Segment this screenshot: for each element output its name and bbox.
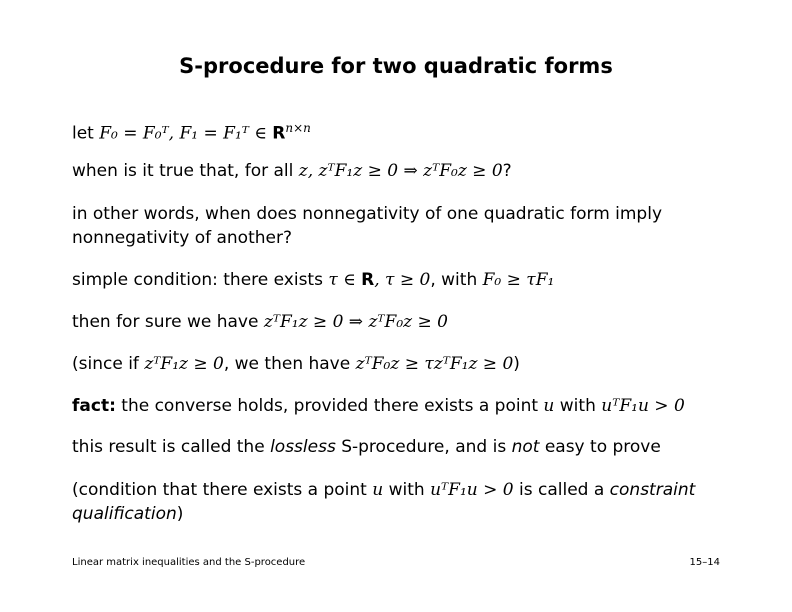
- line-fact: fact: the converse holds, provided there exists a point u with uᵀF₁u > 0: [72, 396, 685, 416]
- line-lossless: this result is called the lossless S-procedure, and is not easy to prove: [72, 437, 661, 457]
- line-let: let F₀ = F₀ᵀ, F₁ = F₁ᵀ ∈ $R^{n\times n}$: [72, 121, 311, 144]
- line-simple-condition: simple condition: there exists τ ∈ R, τ ≥ 0, with F₀ ≥ τF₁: [72, 270, 555, 290]
- line-question: when is it true that, for all z, zᵀF₁z ≥ 0 ⇒ zᵀF₀z ≥ 0?: [72, 161, 512, 181]
- line-for-sure: then for sure we have zᵀF₁z ≥ 0 ⇒ zᵀF₀z ≥ 0: [72, 312, 448, 332]
- line-constraint-qualification: (condition that there exists a point u with uᵀF₁u > 0 is called a constraint qualification): [72, 480, 696, 524]
- footer-page-number: 15–14: [689, 557, 720, 568]
- line-other-words: in other words, when does nonnegativity of one quadratic form imply nonnegativity of another?: [72, 204, 663, 248]
- slide-title: S-procedure for two quadratic forms: [179, 54, 613, 78]
- line-since-if: (since if zᵀF₁z ≥ 0, we then have zᵀF₀z ≥ τzᵀF₁z ≥ 0): [72, 354, 520, 374]
- footer-left: Linear matrix inequalities and the S-procedure: [72, 557, 306, 568]
